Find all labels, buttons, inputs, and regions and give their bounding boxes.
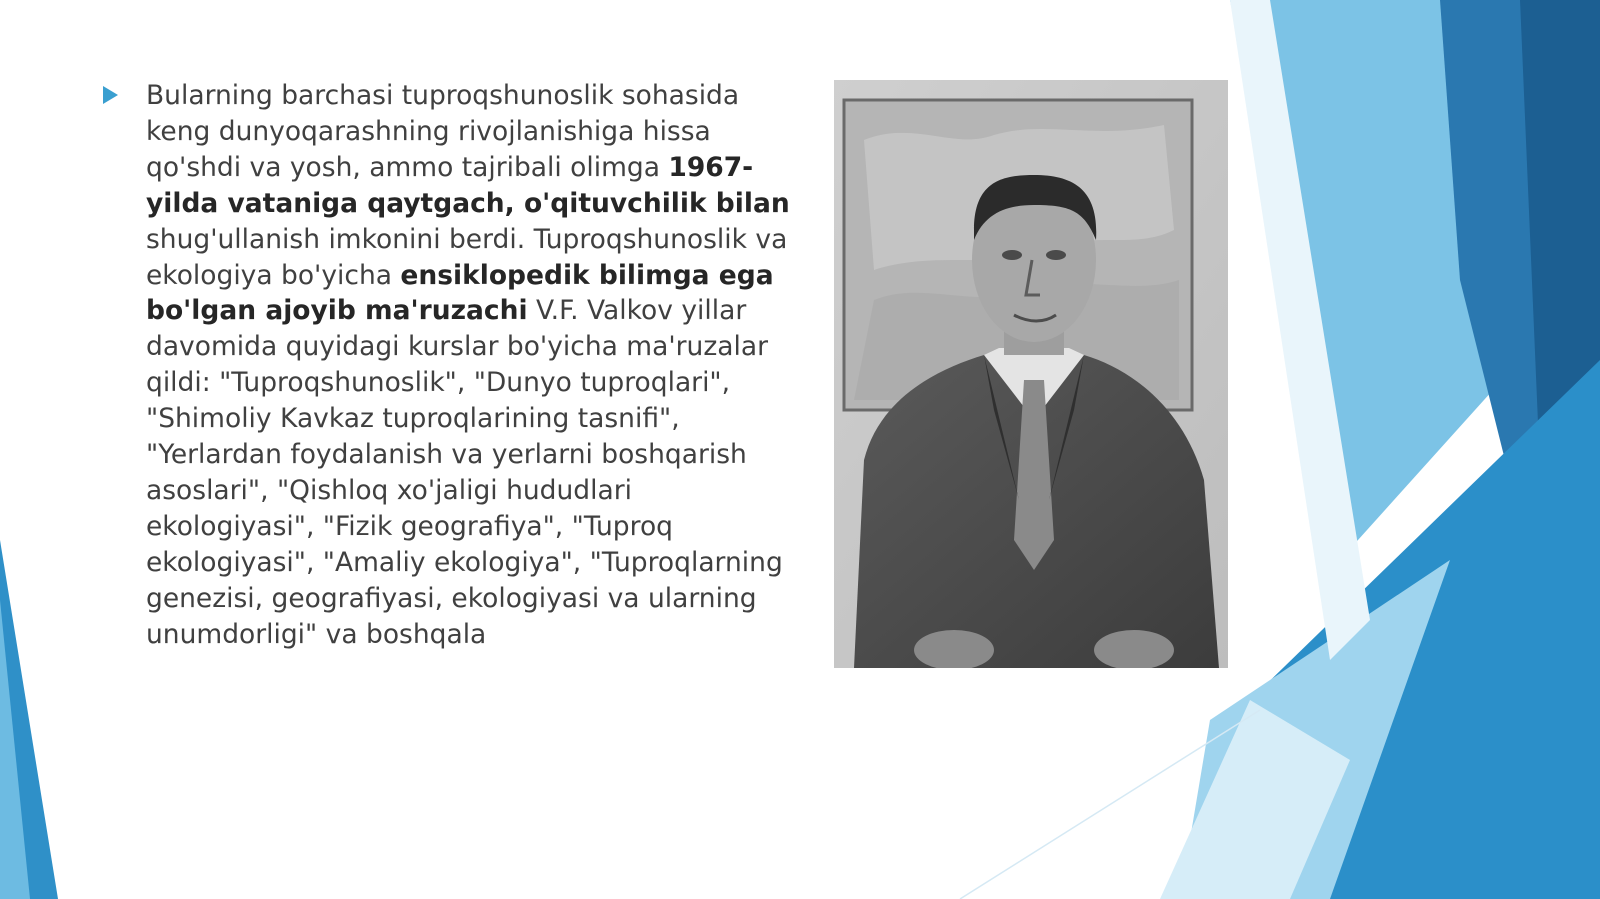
- paragraph-segment-5: V.F. Valkov yillar davomida quyidagi kurslar bo'yicha ma'ruzalar qildi: "Tuproqshunoslik", "Dunyo tuproqlari", "Shimoliy Kavkaz tuproqlarining tasnifi", "Yerlardan foydalanish va yerlarni boshqarish asoslari", "Qishloq xo'jaligi hududlari ekologiyasi", "Fizik geografiya", "Tuproq ekologiyasi", "Amaliy ekologiya", "Tuproqlarning genezisi, geografiyasi, ekologiyasi va ularning unumdorligi" va boshqala: [146, 295, 783, 650]
- body-paragraph: [146, 78, 793, 653]
- portrait-photo: [834, 80, 1228, 668]
- bullet-arrow-icon: [103, 86, 118, 104]
- text-block: [103, 78, 793, 653]
- paragraph-segment-4-bold: ensiklopedik bilimga ega bo'lgan ajoyib ma'ruzachi: [146, 259, 774, 327]
- paragraph-segment-3: shug'ullanish imkonini berdi. Tuproqshunoslik va ekologiya bo'yicha: [146, 223, 788, 291]
- paragraph-segment-1: Bularning barchasi tuproqshunoslik sohasida keng dunyoqarashning rivojlanishiga hissa qo'shdi va yosh, ammo tajribali olimga: [146, 80, 740, 183]
- paragraph-segment-2-bold: 1967-yilda vataniga qaytgach, o'qituvchilik bilan: [146, 151, 790, 219]
